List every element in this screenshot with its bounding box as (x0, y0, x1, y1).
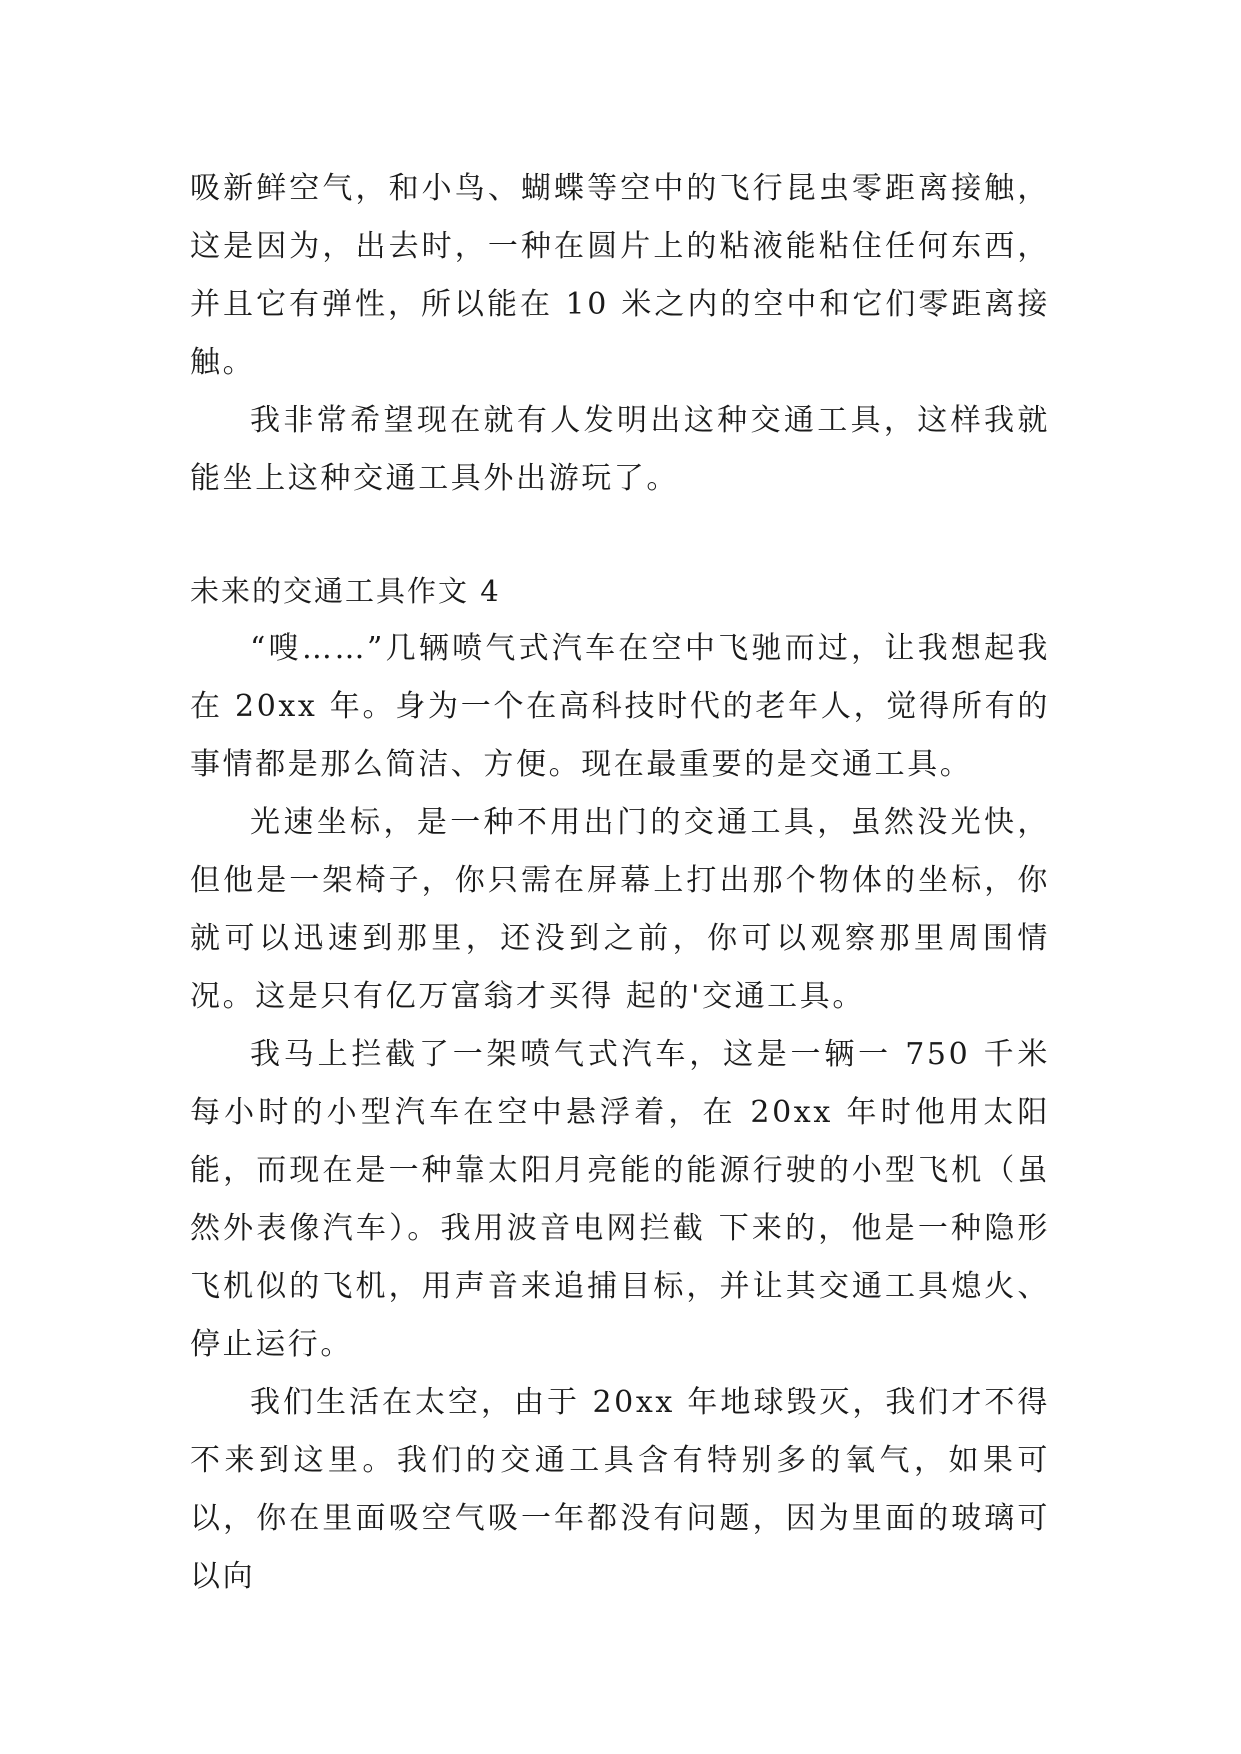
document-body (190, 160, 1050, 1606)
paragraph: 我非常希望现在就有人发明出这种交通工具，这样我就能坐上这种交通工具外出游玩了。 (190, 403, 1050, 496)
section-heading: 未来的交通工具作文 4 (190, 574, 501, 608)
paragraph: 吸新鲜空气，和小鸟、蝴蝶等空中的飞行昆虫零距离接触，这是因为，出去时，一种在圆片上的粘液能粘住任何东西，并且它有弹性，所以能在 10 米之内的空中和它们零距离接触。 (190, 171, 1050, 380)
paragraph: 光速坐标，是一种不用出门的交通工具，虽然没光快，但他是一架椅子，你只需在屏幕上打出那个物体的坐标，你就可以迅速到那里，还没到之前，你可以观察那里周围情况。这是只有亿万富翁才买得 起的'交通工具。 (190, 805, 1050, 1014)
paragraph: 我们生活在太空，由于 20xx 年地球毁灭，我们才不得不来到这里。我们的交通工具含有特别多的氧气，如果可以，你在里面吸空气吸一年都没有问题，因为里面的玻璃可以向 (190, 1385, 1050, 1594)
paragraph: 我马上拦截了一架喷气式汽车，这是一辆一 750 千米每小时的小型汽车在空中悬浮着，在 20xx 年时他用太阳能，而现在是一种靠太阳月亮能的能源行驶的小型飞机（虽然外表像汽车）。我用波音电网拦截 下来的，他是一种隐形飞机似的飞机，用声音来追捕目标，并让其交通工具熄火、停止运行。 (190, 1037, 1050, 1362)
paragraph: “嗖……”几辆喷气式汽车在空中飞驰而过，让我想起我在 20xx 年。身为一个在高科技时代的老年人，觉得所有的事情都是那么简洁、方便。现在最重要的是交通工具。 (190, 631, 1050, 782)
